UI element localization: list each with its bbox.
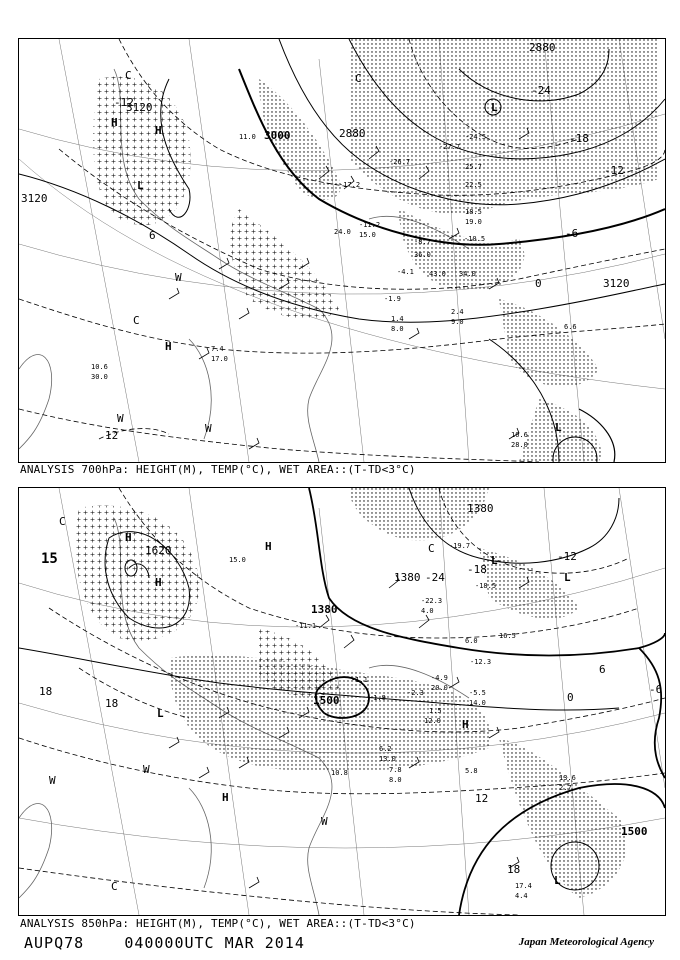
isotherm-label: -6: [649, 683, 663, 696]
station-value: -8.7: [414, 238, 431, 246]
contour-label: 2880: [339, 127, 366, 140]
station-value: 12.0: [424, 717, 441, 725]
station-value: 8.0: [389, 776, 402, 784]
station-value: 1.5: [429, 707, 442, 715]
station-value: -22.3: [421, 597, 443, 605]
wet-areas: [93, 39, 659, 462]
high-center-marker: H: [265, 540, 272, 553]
isotherm-label: -24: [425, 571, 445, 584]
contour-label: 1620: [145, 544, 172, 557]
contour-label: 1500: [313, 694, 340, 707]
station-value: -11.2: [359, 221, 381, 229]
station-value: -24.5: [465, 133, 487, 141]
isotherm-label: 0: [567, 691, 574, 704]
station-value: -5.5: [469, 689, 486, 697]
contour-label: 3000: [264, 129, 291, 142]
station-value: 5.8: [465, 767, 478, 775]
station-value: -18.5: [475, 582, 497, 590]
contour-label: 1500: [621, 825, 648, 838]
low-center-marker: L: [137, 179, 144, 192]
low-center-marker: L: [564, 571, 571, 584]
isotherm-label: 12: [475, 792, 489, 805]
station-value: 11.0: [239, 133, 256, 141]
cold-center-marker: C: [355, 72, 362, 85]
station-value: 14.0: [469, 699, 486, 707]
agency-name: Japan Meteorological Agency: [518, 936, 654, 948]
station-value: -2.3: [407, 689, 424, 697]
station-value: -26.7: [389, 158, 411, 166]
chart-panel-700hpa: [18, 38, 666, 463]
panel-caption-850hpa: ANALYSIS 850hPa: HEIGHT(M), TEMP(°C), WET AREA::(T-TD<3°C): [20, 917, 416, 930]
warm-center-marker: W: [321, 815, 328, 828]
contour-label: 3120: [603, 277, 630, 290]
chart-header-line: [24, 934, 305, 952]
station-value: 43.0: [429, 270, 446, 278]
station-value: 8.0: [391, 325, 404, 333]
station-value: -1.1: [351, 676, 368, 684]
station-value: 2.4: [451, 308, 464, 316]
station-value: 20.0: [431, 684, 448, 692]
isotherm-label: -12: [604, 164, 624, 177]
isotherm-label: -18: [569, 132, 589, 145]
station-value: -1.9: [384, 295, 401, 303]
station-value: -27.7: [439, 143, 461, 151]
station-value: -1.9: [369, 694, 386, 702]
isotherm-label: 18: [507, 863, 521, 876]
high-center-marker: H: [155, 124, 162, 137]
isotherm-label: -12: [557, 550, 577, 563]
isotherm-label: -24: [531, 84, 551, 97]
low-center-marker: L: [491, 554, 498, 567]
station-value: 9.0: [451, 318, 464, 326]
station-value: 17.4: [515, 882, 532, 890]
station-value: -4.9: [431, 674, 448, 682]
station-value: 36.0: [414, 251, 431, 259]
contour-label: 3120: [126, 101, 153, 114]
low-center-marker: L: [157, 707, 164, 720]
contour-label: 3120: [21, 192, 48, 205]
isotherm-label: 18: [39, 685, 53, 698]
high-center-marker: H: [165, 340, 172, 353]
warm-center-marker: W: [205, 422, 212, 435]
station-value: 7.4: [211, 345, 224, 353]
station-value: 13.0: [379, 755, 396, 763]
station-value: 4.4: [515, 892, 528, 900]
contour-label: 1380: [394, 571, 421, 584]
cold-center-marker: C: [59, 515, 66, 528]
cold-center-marker: C: [125, 69, 132, 82]
isotherm-label: 18: [105, 697, 119, 710]
station-value: 10.8: [331, 769, 348, 777]
warm-center-marker: W: [175, 271, 182, 284]
station-value: 18.5: [465, 208, 482, 216]
station-value: 19.0: [465, 218, 482, 226]
low-center-marker: L: [554, 874, 561, 887]
station-value: -17.2: [339, 181, 361, 189]
isotherm-label: -6: [565, 227, 579, 240]
station-value: 6.6: [564, 323, 577, 331]
station-value: 22.5: [465, 181, 482, 189]
station-value: -4.1: [397, 268, 414, 276]
map-850hpa: [19, 488, 665, 915]
isotherm-label: 6: [599, 663, 606, 676]
station-value: 16.5: [499, 632, 516, 640]
low-center-marker: L: [555, 421, 562, 434]
station-value: 25.7: [465, 163, 482, 171]
station-value: 28.0: [511, 441, 528, 449]
warm-center-marker: W: [143, 763, 150, 776]
isotherm-label: 15: [41, 551, 58, 567]
station-value: 2.7: [559, 784, 572, 792]
high-center-marker: H: [155, 576, 162, 589]
station-value: 30.0: [91, 373, 108, 381]
isotherm-label: -12: [114, 96, 134, 109]
station-value: -12.3: [470, 658, 492, 666]
cold-center-marker: C: [428, 542, 435, 555]
chart-panel-850hpa: [18, 487, 666, 916]
chart-code: AUPQ78: [24, 934, 85, 952]
high-center-marker: H: [125, 531, 132, 544]
chart-timestamp: 040000UTC MAR 2014: [124, 934, 305, 952]
station-value: -19.7: [449, 542, 471, 550]
cold-center-marker: C: [111, 880, 118, 893]
station-value: 6.0: [465, 637, 478, 645]
contour-label: 1380: [467, 502, 494, 515]
cold-center-marker: C: [133, 314, 140, 327]
station-value: 34.0: [459, 270, 476, 278]
station-value: 15.0: [359, 231, 376, 239]
isotherm-label: 0: [535, 277, 542, 290]
low-center-marker: L: [491, 101, 498, 114]
station-value: -10.5: [464, 235, 486, 243]
high-center-marker: H: [111, 116, 118, 129]
panel-caption-700hpa: ANALYSIS 700hPa: HEIGHT(M), TEMP(°C), WET AREA::(T-TD<3°C): [20, 463, 416, 476]
station-value: 6.2: [379, 745, 392, 753]
station-value: 17.0: [211, 355, 228, 363]
isotherm-label: -18: [467, 563, 487, 576]
isotherm-label: 6: [149, 229, 156, 242]
high-center-marker: H: [462, 718, 469, 731]
warm-center-marker: W: [49, 774, 56, 787]
warm-center-marker: W: [117, 412, 124, 425]
station-value: 24.0: [334, 228, 351, 236]
station-value: 10.6: [91, 363, 108, 371]
station-value: 7.8: [389, 766, 402, 774]
isotherm-label: 12: [105, 429, 119, 442]
station-value: 15.0: [229, 556, 246, 564]
station-value: -11.1: [295, 622, 317, 630]
contour-label: 1380: [311, 603, 338, 616]
station-value: 13.6: [559, 774, 576, 782]
station-value: 1.4: [391, 315, 404, 323]
contour-label: 2880: [529, 41, 556, 54]
high-center-marker: H: [222, 791, 229, 804]
station-value: 10.6: [511, 431, 528, 439]
map-700hpa: [19, 39, 665, 462]
station-value: 4.0: [421, 607, 434, 615]
